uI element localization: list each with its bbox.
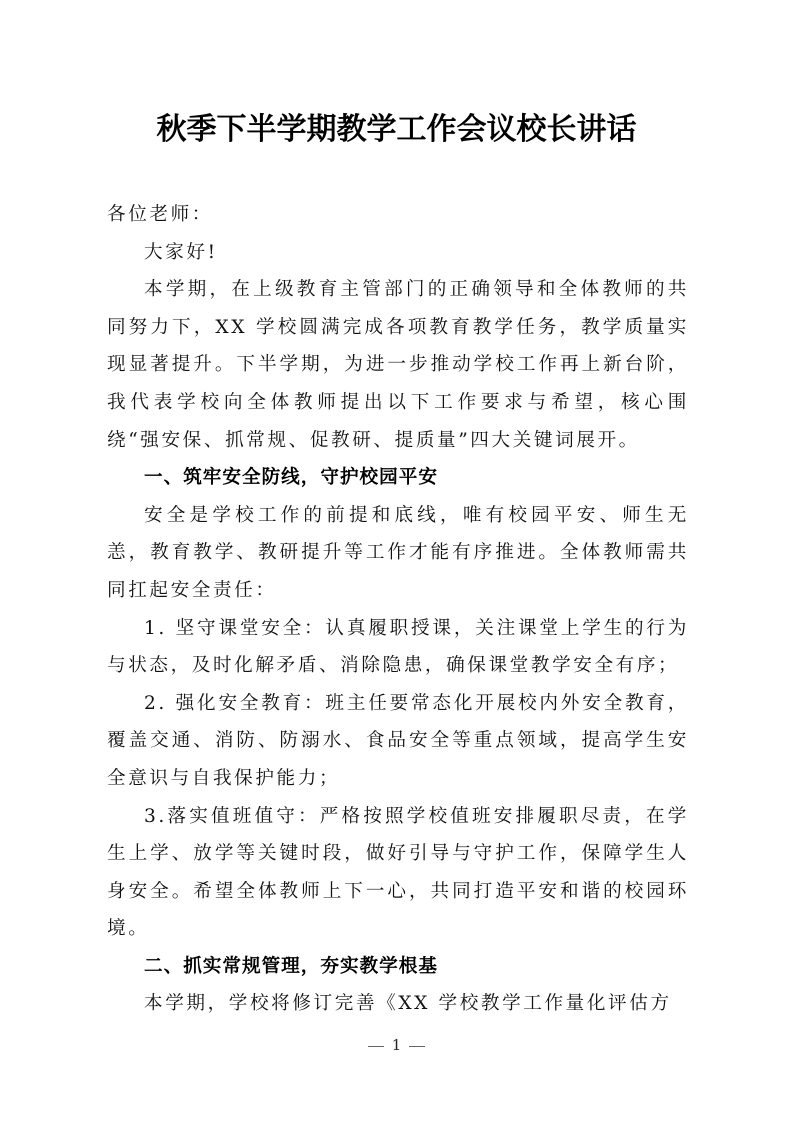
page-number: 1 (391, 1036, 402, 1054)
section-heading-1: 一、筑牢安全防线，守护校园平安 (144, 467, 438, 489)
list-item-3: 3.落实值班值守：严格按照学校值班安排履职尽责，在学生上学、放学等关键时段，做好引导与守护工作，保障学生人身安全。希望全体教师上下一心，共同打造平安和谐的校园环境。 (107, 805, 689, 940)
list-item-1: 1. 坚守课堂安全：认真履职授课，关注课堂上学生的行为与状态，及时化解矛盾、消除隐患，确保课堂教学安全有序； (107, 617, 689, 677)
page-footer (0, 1036, 793, 1054)
section-heading-2: 二、抓实常规管理，夯实教学根基 (144, 955, 438, 977)
footer-dash-right (409, 1046, 425, 1047)
safety-paragraph: 安全是学校工作的前提和底线，唯有校园平安、师生无恙，教育教学、教研提升等工作才能有序推进。全体教师需共同扛起安全责任： (107, 504, 689, 601)
document-body (107, 196, 689, 1023)
list-item-2: 2. 强化安全教育：班主任要常态化开展校内外安全教育，覆盖交通、消防、防溺水、食品安全等重点领域，提高学生安全意识与自我保护能力； (107, 692, 689, 789)
salutation: 各位老师： (107, 204, 213, 225)
footer-dash-left (368, 1046, 384, 1047)
document-title: 秋季下半学期教学工作会议校长讲话 (156, 112, 637, 147)
greeting-paragraph: 大家好! (144, 241, 218, 263)
routine-paragraph: 本学期，学校将修订完善《XX 学校教学工作量化评估方 (144, 993, 672, 1015)
intro-paragraph: 本学期，在上级教育主管部门的正确领导和全体教师的共同努力下，XX 学校圆满完成各项教育教学任务，教学质量实现显著提升。下半学期，为进一步推动学校工作再上新台阶，我代表学校向全体教师提出以下工作要求与希望，核心围绕“强安保、抓常规、促教研、提质量”四大关键词展开。 (107, 279, 689, 451)
